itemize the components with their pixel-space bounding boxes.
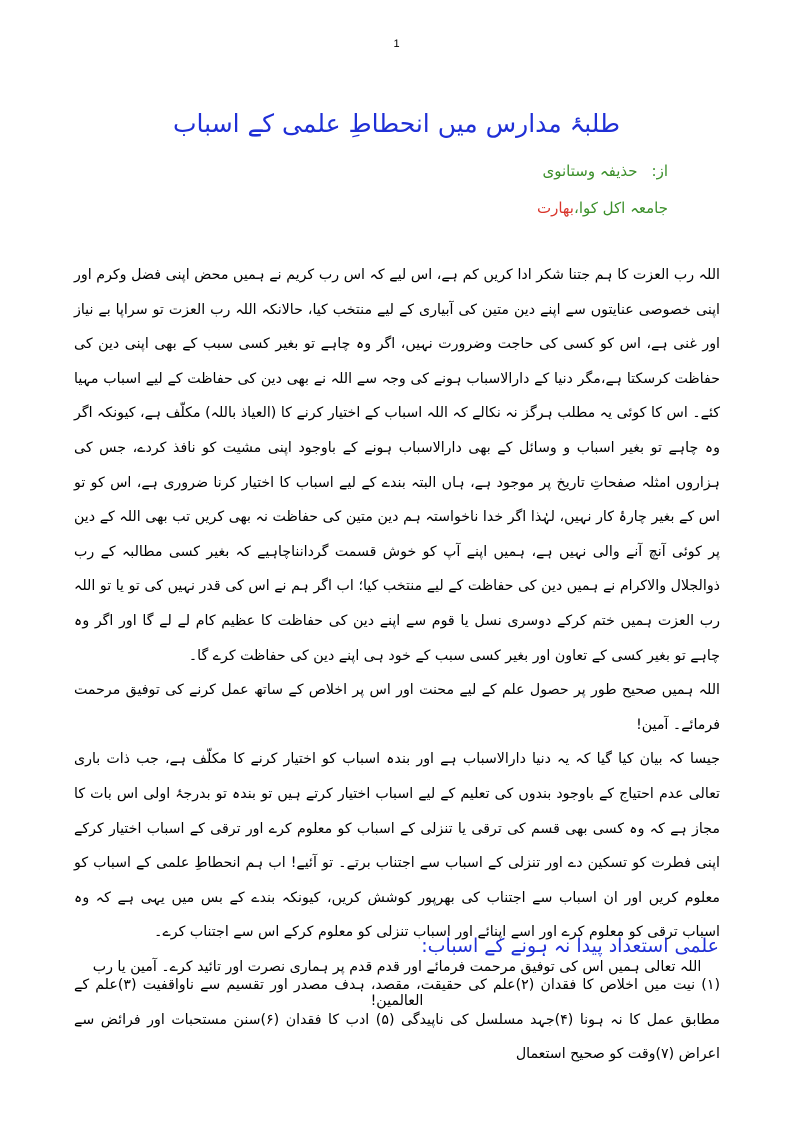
paragraph-causes-intro: جیسا کہ بیان کیا گیا کہ یہ دنیا دارالاسباب ہے اور بندہ اسباب کو اختیار کرنے کا مکلّف ہے، جب ذات باری تعالی عدم احتیاج کے باوجود بندوں کی تعلیم کے لیے اسباب اختیار کرتے ہیں تو بندہ تو بدرجۂ اولی اس بات کا مجاز ہے کہ وہ کسی بھی قسم کی ترقی یا تنزلی کے اسباب کو معلوم کرے اور ترقی کے اسباب اختیار کرکے اپنی فطرت کو تسکین دے اور تنزلی کے اسباب سے اجتناب برتے۔ تو آئیے! اب ہم انحطاطِ علمی کے اسباب کو معلوم کریں اور ان اسباب سے اجتناب کی بھرپور کوشش کریں، کیونکہ بندے کے بس میں یہی ہے کہ وہ اسباب ترقی کو معلوم کرے اور اسے اپنائے اور اسباب تنزلی کو معلوم کرکے اس سے اجتناب کرے۔ <box>74 751 720 941</box>
institute-name: جامعہ اکل کوا، <box>573 199 668 217</box>
author-prefix: از: <box>651 162 668 180</box>
institute-line <box>537 199 668 217</box>
causes-list <box>74 968 720 1072</box>
author-name: حذیفہ وستانوی <box>542 162 638 180</box>
paragraph-intro: اللہ رب العزت کا ہم جتنا شکر ادا کریں کم ہے، اس لیے کہ اس رب کریم نے ہمیں محض اپنی فضل وکرم اور اپنی خصوصی عنایتوں سے اپنے دین متین کی آبیاری کے لیے منتخب کیا، حالانکہ اللہ رب العزت تو سراپا بے نیاز اور غنی ہے، اس کو کسی کی حاجت وضرورت نہیں، اگر وہ چاہے تو بغیر کسی سبب کے بھی اپنی دین کی حفاظت کرسکتا ہے،مگر دنیا کے دارالاسباب ہونے کی وجہ سے اللہ نے بھی دین کی حفاظت کے لیے اسباب مہیا کئے۔ اس کا کوئی یہ مطلب ہرگز نہ نکالے کہ اللہ اسباب کے اختیار کرنے کا (العیاذ باللہ) مکلّف ہے، کیونکہ اگر وہ چاہے تو بغیر اسباب و وسائل کے بھی دارالاسباب ہونے کے باوجود اپنی مشیت کو نافذ کردے، جس کی ہزاروں امثلہ صفحاتِ تاریخ پر موجود ہے، ہاں البتہ بندے کے لیے اسباب کا اختیار کرنا ضروری ہے، اس کو تو اس کے بغیر چارۂ کار نہیں، لہٰذا اگر خدا ناخواستہ ہم دین متین کی حفاظت نہ بھی کریں تب بھی اللہ کے دین پر کوئی آنچ آنے والی نہیں ہے، ہمیں اپنے آپ کو خوش قسمت گردانناچاہیے کہ بغیر کسی مطالبہ کے رب ذوالجلال والاکرام نے ہمیں دین کی حفاظت کے لیے منتخب کیا؛ اب اگر ہم نے اس کی قدر نہیں کی تو یا تو اللہ رب العزت ہمیں ختم کرکے دوسری نسل یا قوم سے اپنے دین کی حفاظت کا عظیم کام لے لے گا اور اگر وہ چاہے تو بغیر کسی کے تعاون اور بغیر کسی سبب کے خود ہی اپنے دین کی حفاظت کرے گا۔ <box>74 267 720 664</box>
article-body <box>74 258 720 1019</box>
causes-paragraph: (۱) نیت میں اخلاص کا فقدان (۲)علم کی حقیقت، مقصد، ہدف مصدر اور تقسیم سے ناواقفیت (۳)علم کے مطابق عمل کا نہ ہونا (۴)جہد مسلسل کی ناپیدگی (۵) ادب کا فقدان (۶)سنن مستحبات اور فرائض سے اعراض (۷)وقت کو صحیح استعمال <box>74 977 720 1063</box>
article-title: طلبۂ مدارس میں انحطاطِ علمی کے اسباب <box>173 109 620 138</box>
paragraph-closing-prayer: اللہ تعالی ہمیں اس کی توفیق مرحمت فرمائے اور قدم قدم پر ہماری نصرت اور تائید کرے۔ آمین یا رب العالمین! <box>92 958 702 1010</box>
section-heading: علمی استعداد پیدا نہ ہونے کے اسباب: <box>421 935 719 957</box>
paragraph-prayer: اللہ ہمیں صحیح طور پر حصول علم کے لیے محنت اور اس پر اخلاص کے ساتھ عمل کرنے کی توفیق مرحمت فرمائے۔ آمین! <box>74 682 720 733</box>
author-line <box>542 162 668 180</box>
page-number: 1 <box>393 38 400 50</box>
institute-country: بھارت <box>536 199 574 217</box>
